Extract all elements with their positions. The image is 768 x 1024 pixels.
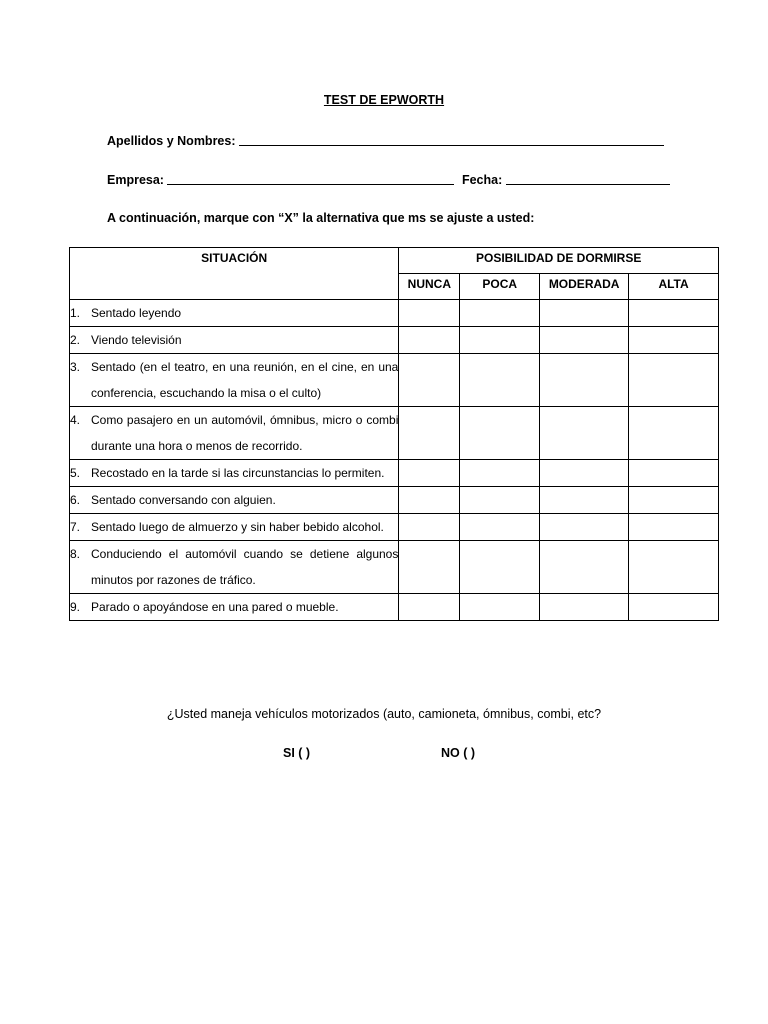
situation-text: Sentado (en el teatro, en una reunión, en el cine, en una conferencia, escuchando la misa o el culto) [91, 360, 399, 400]
name-field-row [107, 133, 664, 148]
situation-number: 5. [70, 466, 81, 480]
answer-cell-moderada[interactable] [540, 300, 629, 327]
answer-cell-moderada[interactable] [540, 407, 629, 460]
answer-cell-nunca[interactable] [399, 594, 460, 621]
table-row [70, 354, 719, 407]
answer-cell-nunca[interactable] [399, 354, 460, 407]
situation-cell [70, 354, 399, 407]
answer-cell-nunca[interactable] [399, 514, 460, 541]
company-blank[interactable] [167, 172, 454, 185]
table-row [70, 541, 719, 594]
name-blank[interactable] [239, 133, 664, 146]
situation-cell [70, 514, 399, 541]
answer-cell-poca[interactable] [460, 327, 540, 354]
answer-cell-poca[interactable] [460, 407, 540, 460]
answer-cell-alta[interactable] [629, 354, 719, 407]
column-moderada: MODERADA [540, 274, 629, 300]
answer-cell-moderada[interactable] [540, 327, 629, 354]
table-row [70, 487, 719, 514]
situation-number: 7. [70, 520, 81, 534]
situation-number: 2. [70, 333, 81, 347]
situation-cell [70, 407, 399, 460]
possibility-header: POSIBILIDAD DE DORMIRSE [399, 248, 719, 274]
answer-cell-alta[interactable] [629, 487, 719, 514]
answer-cell-moderada[interactable] [540, 487, 629, 514]
instructions-text: A continuación, marque con “X” la alternativa que ms se ajuste a usted: [107, 211, 535, 225]
situation-text: Sentado conversando con alguien. [91, 493, 276, 507]
answer-cell-moderada[interactable] [540, 354, 629, 407]
answer-cell-alta[interactable] [629, 541, 719, 594]
company-label: Empresa: [107, 173, 164, 187]
table-body [70, 300, 719, 621]
answer-cell-moderada[interactable] [540, 460, 629, 487]
answer-cell-poca[interactable] [460, 354, 540, 407]
answer-cell-moderada[interactable] [540, 514, 629, 541]
answer-cell-nunca[interactable] [399, 327, 460, 354]
situation-cell [70, 327, 399, 354]
no-option[interactable]: NO ( ) [441, 746, 476, 760]
answer-cell-moderada[interactable] [540, 594, 629, 621]
document-title: TEST DE EPWORTH [323, 93, 445, 107]
epworth-table [69, 247, 719, 621]
yes-option[interactable]: SI ( ) [283, 746, 311, 760]
answer-cell-poca[interactable] [460, 487, 540, 514]
answer-cell-poca[interactable] [460, 541, 540, 594]
answer-cell-alta[interactable] [629, 407, 719, 460]
table-row [70, 407, 719, 460]
situation-cell [70, 594, 399, 621]
situation-cell [70, 460, 399, 487]
situation-text: Como pasajero en un automóvil, ómnibus, micro o combi durante una hora o menos de recorrido. [91, 413, 399, 453]
date-label: Fecha: [461, 173, 503, 187]
answer-cell-moderada[interactable] [540, 541, 629, 594]
table-row [70, 300, 719, 327]
answer-cell-nunca[interactable] [399, 487, 460, 514]
situation-text: Recostado en la tarde si las circunstancias lo permiten. [91, 466, 385, 480]
answer-cell-alta[interactable] [629, 514, 719, 541]
situation-number: 4. [70, 413, 81, 427]
situation-text: Viendo televisión [91, 333, 182, 347]
column-nunca: NUNCA [399, 274, 460, 300]
answer-cell-nunca[interactable] [399, 460, 460, 487]
situation-number: 6. [70, 493, 81, 507]
situation-cell [70, 541, 399, 594]
name-label: Apellidos y Nombres: [107, 134, 236, 148]
company-date-row [107, 172, 670, 187]
answer-cell-alta[interactable] [629, 460, 719, 487]
situation-text: Parado o apoyándose en una pared o mueble. [91, 600, 339, 614]
answer-cell-poca[interactable] [460, 594, 540, 621]
answer-cell-nunca[interactable] [399, 407, 460, 460]
column-poca: POCA [460, 274, 540, 300]
situation-cell [70, 487, 399, 514]
situation-number: 8. [70, 547, 81, 561]
table-row [70, 514, 719, 541]
situation-text: Sentado luego de almuerzo y sin haber bebido alcohol. [91, 520, 384, 534]
answer-cell-poca[interactable] [460, 514, 540, 541]
table-row [70, 594, 719, 621]
answer-cell-nunca[interactable] [399, 300, 460, 327]
situation-number: 9. [70, 600, 81, 614]
situation-text: Conduciendo el automóvil cuando se detiene algunos minutos por razones de tráfico. [91, 547, 399, 587]
answer-cell-poca[interactable] [460, 300, 540, 327]
driving-question: ¿Usted maneja vehículos motorizados (auto, camioneta, ómnibus, combi, etc? [166, 707, 602, 721]
situation-text: Sentado leyendo [91, 306, 182, 320]
table-row [70, 460, 719, 487]
answer-cell-poca[interactable] [460, 460, 540, 487]
answer-cell-alta[interactable] [629, 594, 719, 621]
situation-header: SITUACIÓN [70, 248, 399, 300]
column-alta: ALTA [629, 274, 719, 300]
answer-cell-nunca[interactable] [399, 541, 460, 594]
situation-number: 1. [70, 306, 81, 320]
answer-cell-alta[interactable] [629, 300, 719, 327]
table-row [70, 327, 719, 354]
date-blank[interactable] [506, 172, 670, 185]
situation-cell [70, 300, 399, 327]
situation-number: 3. [70, 360, 81, 374]
answer-cell-alta[interactable] [629, 327, 719, 354]
